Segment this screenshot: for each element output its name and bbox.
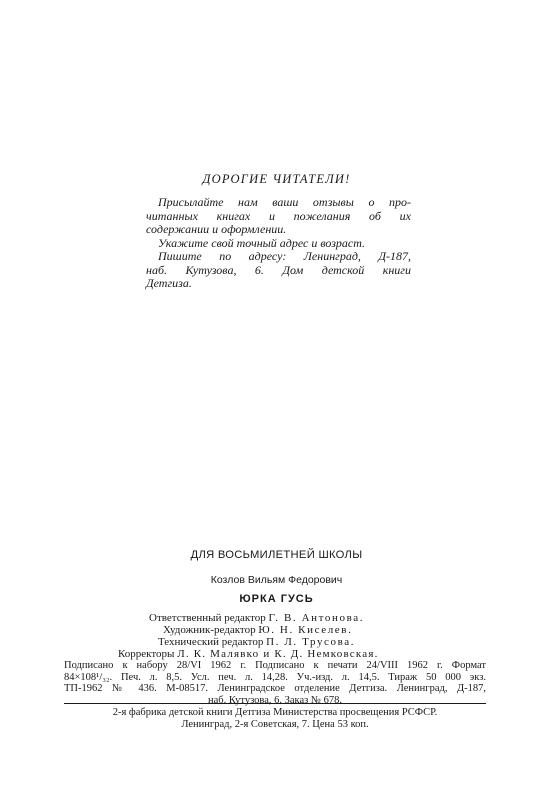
appeal-paragraph-feedback xyxy=(146,196,411,237)
book-title: ЮРКА ГУСЬ xyxy=(239,593,314,605)
readers-appeal-text xyxy=(146,196,411,291)
appeal-line: Присылайте нам ваши отзывы о про- xyxy=(158,195,411,209)
specs-line: Подписано к набору 28/VI 1962 г. Подписано к печати 24/VIII 1962 г. Формат xyxy=(64,660,486,671)
appeal-line: Детгиза. xyxy=(146,276,192,290)
credit-row xyxy=(0,636,553,648)
credit-role: Ответственный редактор xyxy=(149,612,266,624)
credit-role: Корректоры xyxy=(118,648,175,660)
credit-row xyxy=(0,612,553,624)
author-name: Козлов Вильям Федорович xyxy=(210,574,343,586)
appeal-line: наб. Кутузова, 6. Дом детской книги xyxy=(146,262,411,277)
appeal-paragraph-address-request xyxy=(146,237,411,251)
appeal-paragraph-postal-address xyxy=(146,250,411,291)
printer-line: 2-я фабрика детской книги Детгиза Министерства просвещения РСФСР. xyxy=(112,707,438,718)
credit-name: П. Л. Трусова. xyxy=(266,636,356,648)
series-label: ДЛЯ ВОСЬМИЛЕТНЕЙ ШКОЛЫ xyxy=(190,549,363,561)
credit-row xyxy=(0,624,553,636)
editorial-credits xyxy=(0,612,553,660)
credit-role: Технический редактор xyxy=(158,636,264,648)
credit-name: Ю. Н. Киселев. xyxy=(258,624,353,636)
credit-name: Г. В. Антонова. xyxy=(268,612,365,624)
appeal-line: содержании и оформлении. xyxy=(146,222,287,236)
credit-row xyxy=(0,648,553,660)
specs-line: наб. Кутузова, 6. Заказ № 678. xyxy=(208,694,342,706)
printer-info xyxy=(64,707,486,731)
printer-line: Ленинград, 2-я Советская, 7. Цена 53 коп. xyxy=(181,719,369,730)
appeal-line: Укажите свой точный адрес и возраст. xyxy=(158,235,366,250)
credit-name: Л. К. Малявко и К. Д. Немковская. xyxy=(177,648,379,660)
readers-appeal-heading: ДОРОГИЕ ЧИТАТЕЛИ! xyxy=(202,172,351,186)
divider-rule xyxy=(64,703,486,704)
appeal-line: Пишите по адресу: Ленинград, Д-187, xyxy=(158,249,411,263)
print-specifications xyxy=(64,660,486,706)
credit-role: Художник-редактор xyxy=(163,624,256,636)
appeal-line: читанных книгах и пожелания об их xyxy=(146,208,411,223)
specs-line: ТП-1962 № 436. М-08517. Ленинградское отделение Детгиза. Ленинград, Д-187, xyxy=(64,683,486,695)
specs-line: 84×108¹/₃₂. Печ. л. 8,5. Усл. печ. л. 14,28. Уч.-изд. л. 14,5. Тираж 50 000 экз. xyxy=(64,671,486,683)
